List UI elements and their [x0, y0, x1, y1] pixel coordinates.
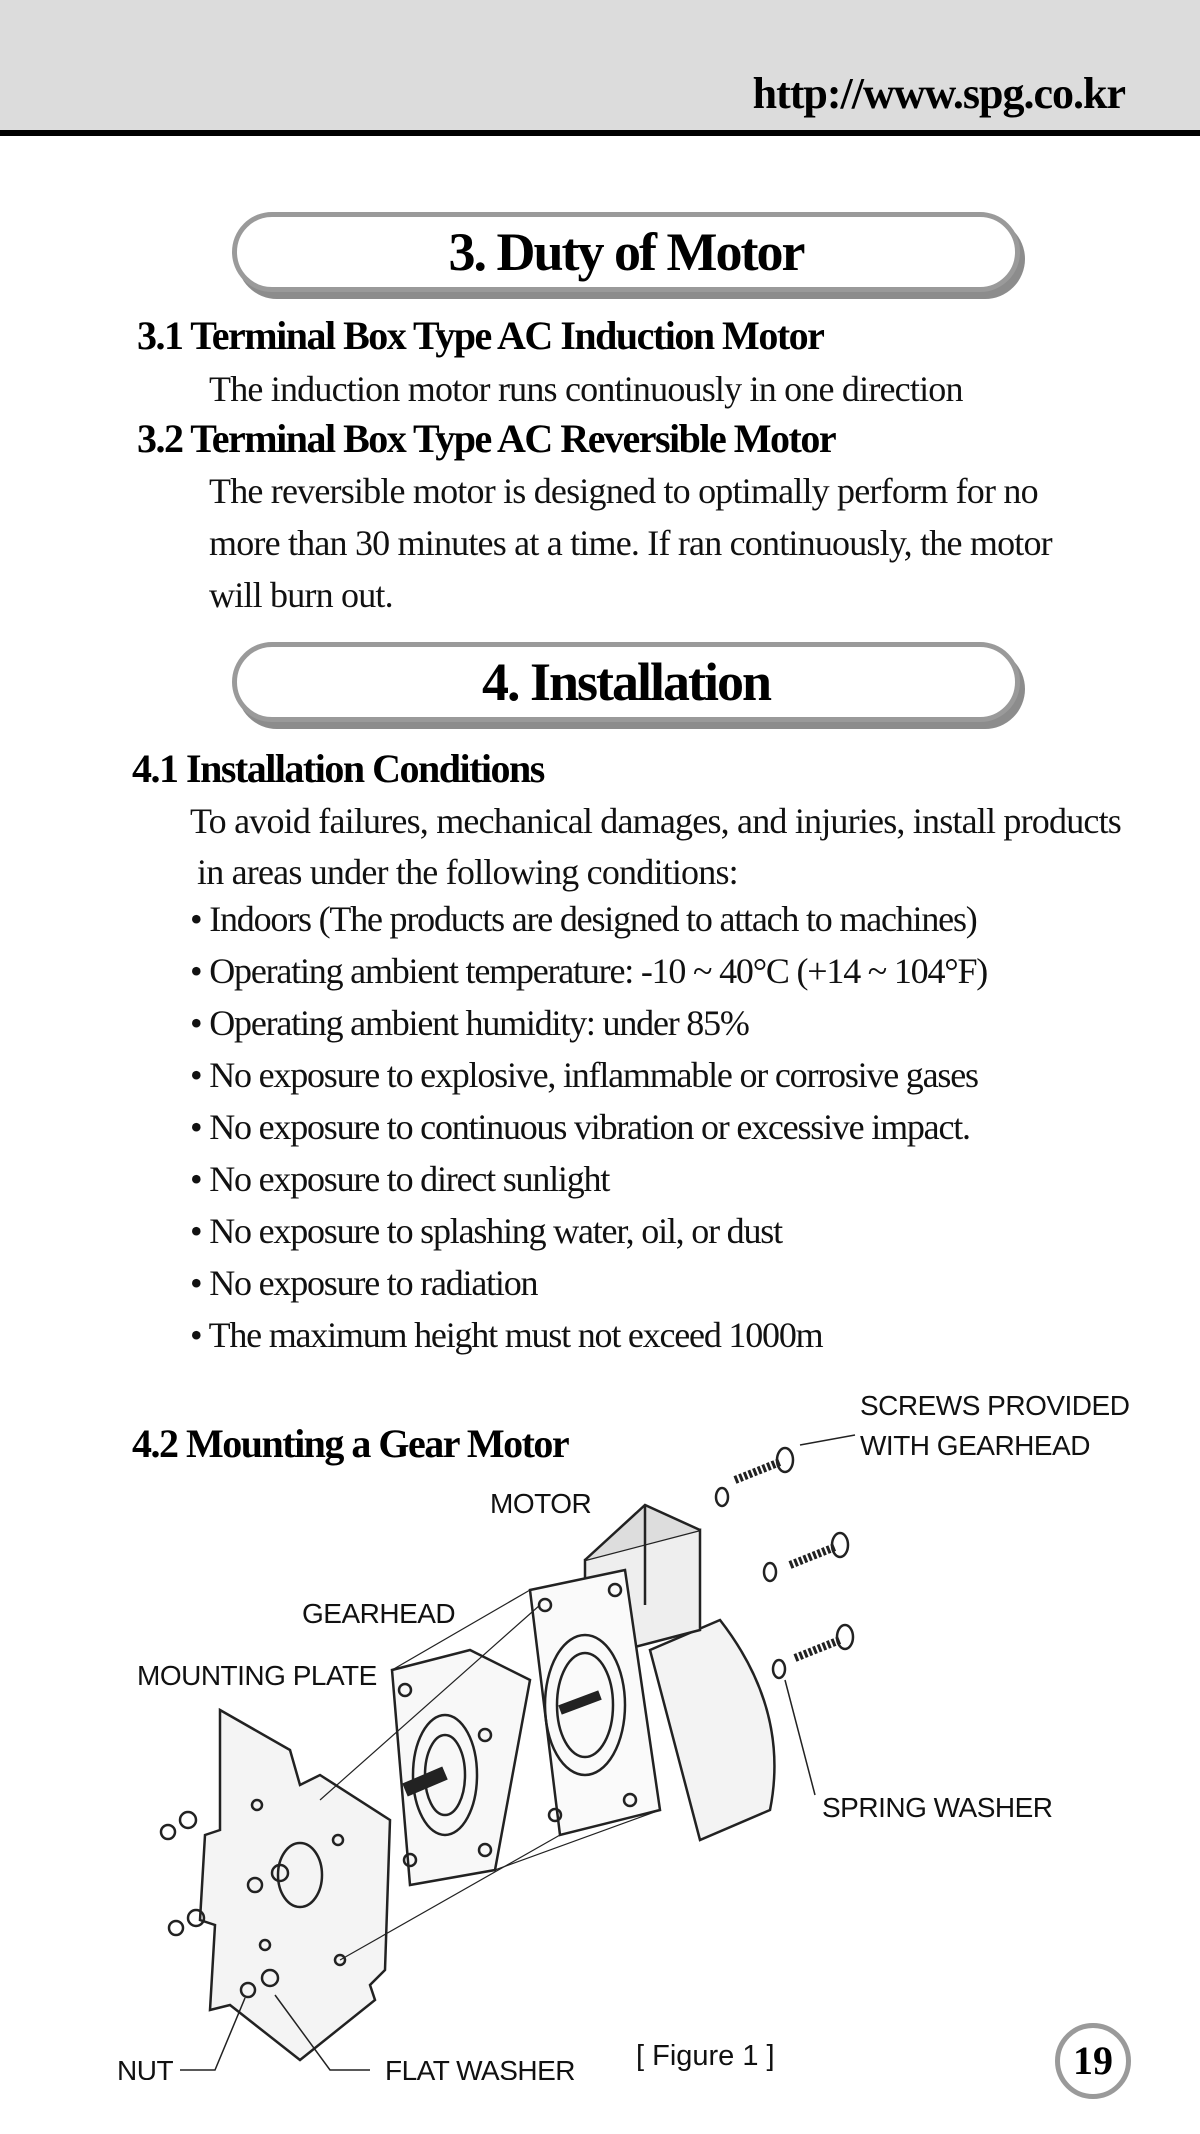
label-motor: MOTOR [490, 1488, 592, 1519]
heading-4-1: 4.1 Installation Conditions [132, 746, 544, 791]
condition-item: • No exposure to explosive, inflammable or corrosive gases [190, 1054, 987, 1106]
section-4-title: 4. Installation [481, 652, 771, 712]
motor-body-icon [650, 1620, 774, 1840]
paragraph-3-1: The induction motor runs continuously in one direction [209, 369, 963, 409]
nut-icon [161, 1825, 175, 1839]
label-screws-line-1: SCREWS PROVIDED [860, 1390, 1130, 1421]
label-gearhead: GEARHEAD [302, 1598, 456, 1629]
nut-icon [169, 1921, 183, 1935]
paragraph-3-2-line-1: The reversible motor is designed to optimally perform for no [209, 471, 1038, 511]
label-flat-washer: FLAT WASHER [385, 2055, 576, 2080]
condition-item: • Indoors (The products are designed to attach to machines) [190, 898, 987, 950]
conditions-list [190, 898, 987, 1366]
label-spring-washer: SPRING WASHER [822, 1792, 1053, 1823]
section-4-banner [232, 642, 1020, 722]
screw-icon [790, 1533, 848, 1565]
intro-line-2: in areas under the following conditions: [197, 852, 738, 892]
condition-item: • Operating ambient temperature: -10 ~ 40°C (+14 ~ 104°F) [190, 950, 987, 1002]
condition-item: • The maximum height must not exceed 1000m [190, 1314, 987, 1366]
spring-washer-icon [773, 1660, 785, 1678]
heading-3-2: 3.2 Terminal Box Type AC Reversible Motor [137, 416, 836, 461]
heading-4-2: 4.2 Mounting a Gear Motor [132, 1421, 569, 1466]
gear-motor-assembly-diagram [0, 1380, 1200, 2080]
condition-item: • No exposure to continuous vibration or excessive impact. [190, 1106, 987, 1158]
spring-washer-icon [764, 1563, 776, 1581]
heading-3-1: 3.1 Terminal Box Type AC Induction Motor [137, 313, 824, 358]
section-3-title: 3. Duty of Motor [448, 222, 804, 282]
intro-line-1: To avoid failures, mechanical damages, and injuries, install products [190, 801, 1121, 841]
label-mounting-plate: MOUNTING PLATE [137, 1660, 377, 1691]
flat-washer-icon [180, 1812, 196, 1828]
condition-item: • Operating ambient humidity: under 85% [190, 1002, 987, 1054]
label-nut: NUT [117, 2055, 174, 2080]
paragraph-3-2-line-3: will burn out. [209, 575, 393, 615]
screw-icon [735, 1448, 793, 1480]
spring-washer-icon [716, 1488, 728, 1506]
label-screws-line-2: WITH GEARHEAD [860, 1430, 1090, 1461]
page-number: 19 [1055, 2023, 1131, 2099]
section-3-banner [232, 212, 1020, 292]
website-url: http://www.spg.co.kr [752, 69, 1125, 118]
paragraph-3-2-line-2: more than 30 minutes at a time. If ran continuously, the motor [209, 523, 1052, 563]
figure-caption: [ Figure 1 ] [636, 2040, 775, 2072]
condition-item: • No exposure to radiation [190, 1262, 987, 1314]
condition-item: • No exposure to direct sunlight [190, 1158, 987, 1210]
screw-icon [795, 1625, 853, 1658]
page-header [0, 0, 1200, 136]
condition-item: • No exposure to splashing water, oil, or dust [190, 1210, 987, 1262]
